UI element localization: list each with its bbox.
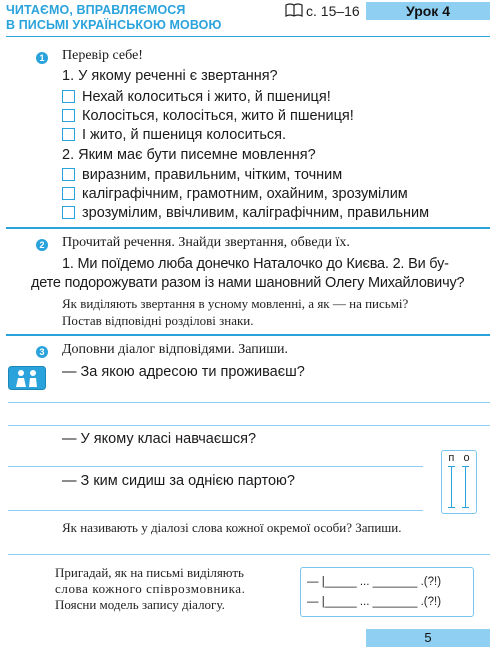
answer-line-2[interactable] xyxy=(8,425,490,426)
q1-option1-checkbox[interactable] xyxy=(62,90,75,103)
reminder-line3: Поясни модель запису діалогу. xyxy=(55,597,225,612)
task2-note-line2: Постав відповідні розділові знаки. xyxy=(62,313,254,328)
po-bar-left-top xyxy=(448,466,455,467)
header-divider xyxy=(6,36,490,37)
answer-line-5[interactable] xyxy=(8,554,490,555)
task3-question: Як називають у діалозі слова кожної окремої особи? Запиши. xyxy=(62,520,402,535)
lesson-label: Урок 4 xyxy=(366,2,490,20)
section-divider-1 xyxy=(6,227,490,229)
task3-title: Доповни діалог відповідями. Запиши. xyxy=(62,342,289,357)
header-title-line2: В ПИСЬМІ УКРАЇНСЬКОЮ МОВОЮ xyxy=(6,18,222,32)
page-number: 5 xyxy=(366,629,490,647)
task2-text-line2: дете подорожувати разом із нами шановний Олегу Михайловичу? xyxy=(31,275,465,291)
po-bar-left-bottom xyxy=(448,507,455,508)
pages-reference: с. 15–16 xyxy=(306,3,360,19)
model-row-1: — |_____ ... _______ .(?!) xyxy=(307,576,442,588)
q1-option3-label: І жито, й пшениця колоситься. xyxy=(82,127,287,143)
q2-option3-label: зрозумілим, ввічливим, каліграфічним, правильним xyxy=(82,205,430,221)
dialog-model-box xyxy=(300,567,474,617)
book-icon xyxy=(285,3,303,17)
po-label: п о xyxy=(448,452,470,464)
reminder-line1: Пригадай, як на письмі виділяють xyxy=(55,565,244,580)
task1-title: Перевір себе! xyxy=(62,48,143,63)
dialog-question2: — У якому класі навчаєшся? xyxy=(62,431,257,447)
dialog-question1: — За якою адресою ти проживаєш? xyxy=(62,364,305,380)
dialog-people-icon xyxy=(8,366,46,390)
task2-title: Прочитай речення. Знайди звертання, обведи їх. xyxy=(62,235,350,250)
task1-question2: 2. Яким має бути писемне мовлення? xyxy=(62,147,316,163)
po-marker xyxy=(441,450,477,514)
q2-option2-checkbox[interactable] xyxy=(62,187,75,200)
po-bar-right-bottom xyxy=(462,507,469,508)
task3-number: 3 xyxy=(36,346,48,358)
header-title-line1: ЧИТАЄМО, ВПРАВЛЯЄМОСЯ xyxy=(6,3,186,17)
po-bar-left xyxy=(451,466,452,508)
header-title xyxy=(6,3,221,33)
q2-option1-label: виразним, правильним, чітким, точним xyxy=(82,167,343,183)
po-bar-right xyxy=(465,466,466,508)
section-divider-2 xyxy=(6,334,490,336)
task1-question1: 1. У якому реченні є звертання? xyxy=(62,68,278,84)
task2-text-line1: 1. Ми поїдемо люба донечко Наталочко до Києва. 2. Ви бу- xyxy=(62,256,449,272)
q2-option1-checkbox[interactable] xyxy=(62,168,75,181)
answer-line-1[interactable] xyxy=(8,402,490,403)
task2-note-line1: Як виділяють звертання в усному мовленні, а як — на письмі? xyxy=(62,296,409,311)
task2-number: 2 xyxy=(36,239,48,251)
q2-option2-label: каліграфічним, грамотним, охайним, зрозумілим xyxy=(82,186,408,202)
po-bar-right-top xyxy=(462,466,469,467)
q1-option1-label: Нехай колоситься і жито, й пшениця! xyxy=(82,89,331,105)
reminder-box xyxy=(55,565,295,615)
reminder-line2: слова кожного співрозмовника. xyxy=(55,581,246,596)
q1-option2-checkbox[interactable] xyxy=(62,109,75,122)
q1-option2-label: Колосіться, колосіться, жито й пшениця! xyxy=(82,108,354,124)
model-row-2: — |_____ ... _______ .(?!) xyxy=(307,596,442,608)
q2-option3-checkbox[interactable] xyxy=(62,206,75,219)
task1-number: 1 xyxy=(36,52,48,64)
dialog-question3: — З ким сидиш за однією партою? xyxy=(62,473,295,489)
q1-option3-checkbox[interactable] xyxy=(62,128,75,141)
answer-line-3[interactable] xyxy=(8,466,423,467)
answer-line-4[interactable] xyxy=(8,510,423,511)
